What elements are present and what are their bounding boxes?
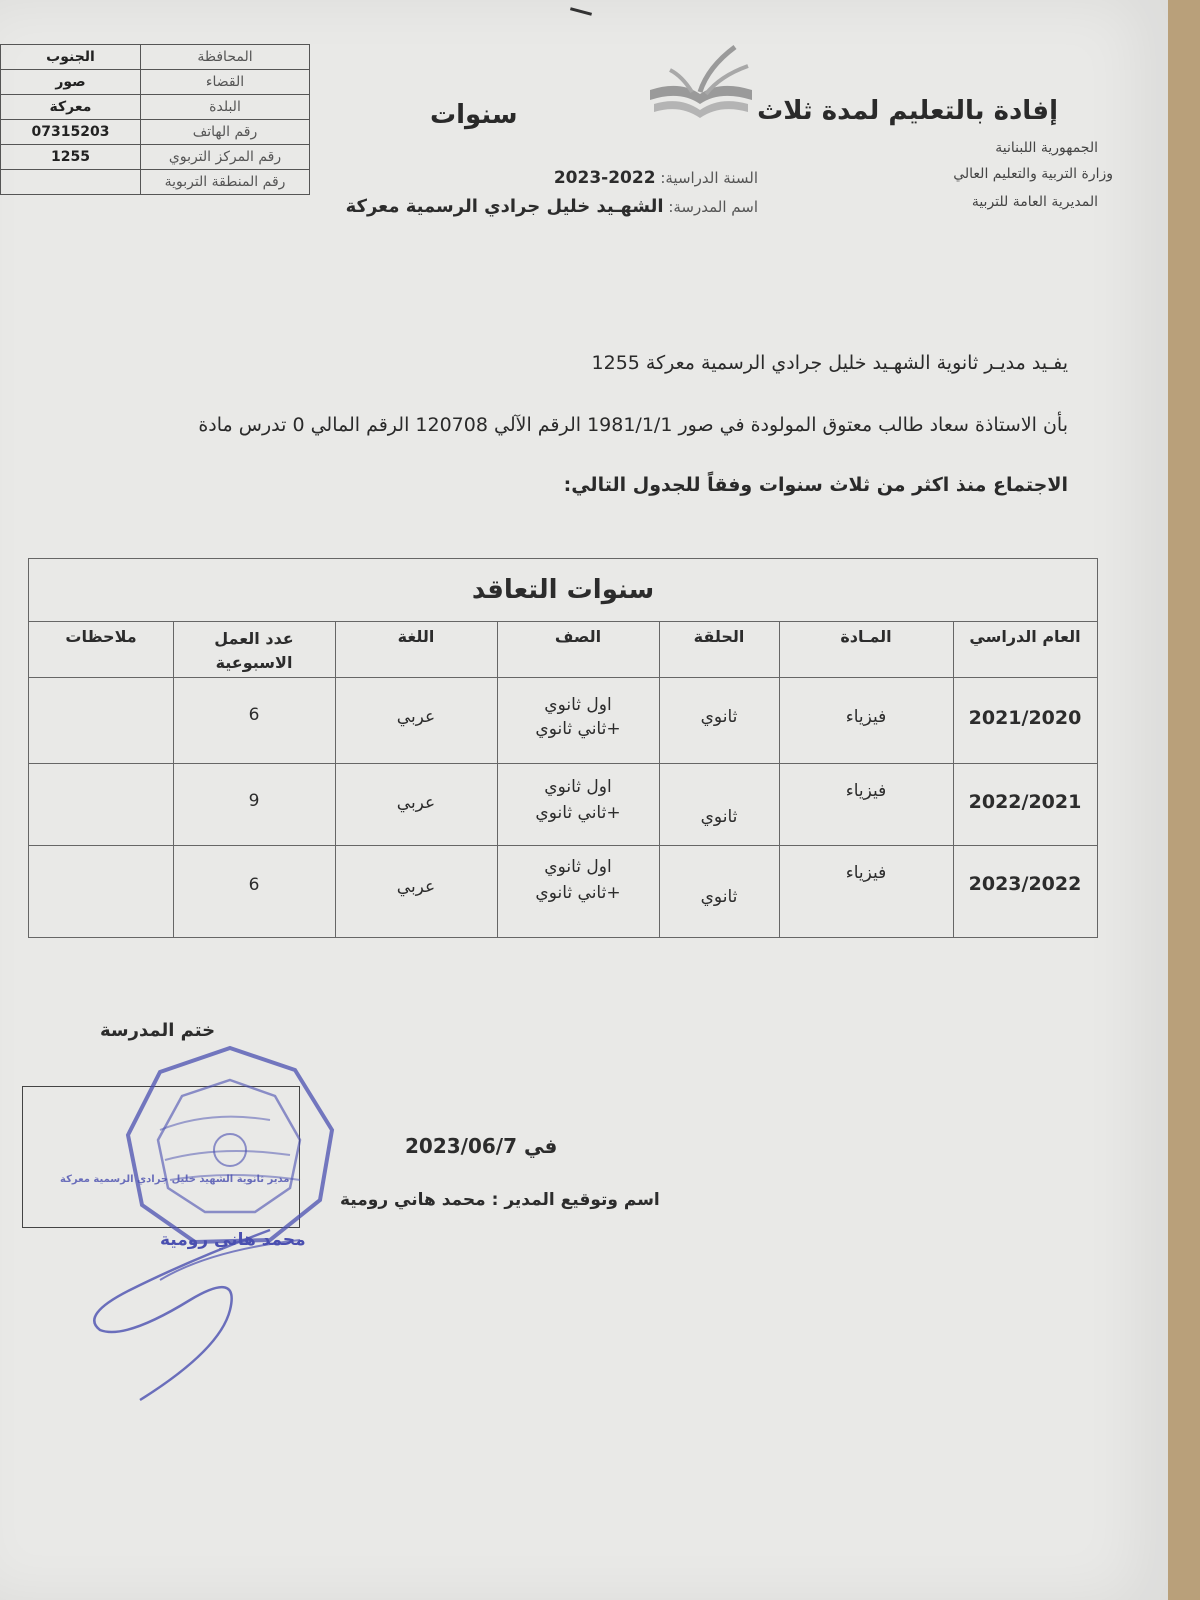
row-class-2: +ثاني ثانوي bbox=[535, 719, 621, 739]
principal-signature-label: اسم وتوقيع المدير : محمد هاني رومية bbox=[340, 1190, 660, 1210]
contract-years-table bbox=[28, 558, 1098, 938]
row-divider bbox=[29, 677, 1097, 678]
row-language: عربي bbox=[396, 877, 436, 897]
row-subject: فيزياء bbox=[845, 781, 887, 801]
row-subject: فيزياء bbox=[845, 707, 887, 727]
info-label: رقم المركز التربوي bbox=[141, 145, 310, 170]
info-row bbox=[1, 145, 310, 170]
header-language: اللغة bbox=[397, 627, 435, 646]
school-year-line bbox=[554, 168, 758, 188]
row-year: 2021/2020 bbox=[968, 707, 1082, 729]
header-class: الصف bbox=[554, 627, 602, 646]
book-logo-icon bbox=[640, 42, 760, 122]
info-value: صور bbox=[1, 70, 141, 95]
row-language: عربي bbox=[396, 707, 436, 727]
row-hours: 6 bbox=[248, 705, 260, 725]
header-weekly-hours: عدد العمل الاسبوعية bbox=[214, 629, 294, 672]
directorate-label: المديرية العامة للتربية bbox=[971, 194, 1098, 210]
row-cycle: ثانوي bbox=[700, 807, 738, 827]
header-year: العام الدراسي bbox=[969, 627, 1081, 646]
row-divider bbox=[29, 845, 1097, 846]
school-name-line bbox=[346, 196, 758, 217]
school-year-label: السنة الدراسية: bbox=[660, 169, 758, 187]
info-row bbox=[1, 45, 310, 70]
info-value: 1255 bbox=[1, 145, 141, 170]
row-class-2: +ثاني ثانوي bbox=[535, 803, 621, 823]
info-label: رقم المنطقة التربوية bbox=[141, 170, 310, 195]
school-info-table bbox=[0, 44, 310, 195]
signature-scribble-icon bbox=[70, 1220, 370, 1420]
school-stamp-icon bbox=[120, 1040, 340, 1250]
info-label: البلدة bbox=[141, 95, 310, 120]
header-subject: المـادة bbox=[840, 627, 892, 646]
row-class-2: +ثاني ثانوي bbox=[535, 883, 621, 903]
info-row bbox=[1, 95, 310, 120]
info-label: المحافظة bbox=[141, 45, 310, 70]
row-subject: فيزياء bbox=[845, 863, 887, 883]
header-cycle: الحلقة bbox=[693, 627, 745, 646]
republic-label: الجمهورية اللبنانية bbox=[995, 140, 1098, 156]
document-title: إفادة بالتعليم لمدة ثلاث bbox=[757, 96, 1058, 126]
info-value: الجنوب bbox=[1, 45, 141, 70]
signature-name-stamp: محمد هاني رومية bbox=[160, 1230, 306, 1250]
body-line-2: بأن الاستاذة سعاد طالب معتوق المولودة في صور 1981/1/1 الرقم الآلي 120708 الرقم المالي 0 تدرس مادة bbox=[198, 414, 1068, 436]
stamp-text: مدير ثانوية الشهيد خليل جرادي الرسمية معركة bbox=[60, 1174, 290, 1185]
info-row bbox=[1, 120, 310, 145]
row-hours: 9 bbox=[248, 791, 260, 811]
body-line-1: يفـيد مديـر ثانوية الشهـيد خليل جرادي الرسمية معركة 1255 bbox=[591, 352, 1068, 374]
row-class-1: اول ثانوي bbox=[544, 777, 612, 797]
table-title: سنوات التعاقد bbox=[29, 559, 1097, 622]
info-value: 07315203 bbox=[1, 120, 141, 145]
row-language: عربي bbox=[396, 793, 436, 813]
info-row bbox=[1, 70, 310, 95]
info-value bbox=[1, 170, 141, 195]
column-divider bbox=[779, 621, 780, 937]
body-line-3: الاجتماع منذ اكثر من ثلاث سنوات وفقاً للجدول التالي: bbox=[563, 474, 1068, 496]
document-title-end: سنوات bbox=[430, 100, 518, 130]
school-year-value: 2022-2023 bbox=[553, 168, 656, 188]
info-label: القضاء bbox=[141, 70, 310, 95]
header-notes: ملاحظات bbox=[65, 627, 137, 646]
row-cycle: ثانوي bbox=[700, 707, 738, 727]
paper-mark bbox=[570, 7, 592, 16]
school-name-label: اسم المدرسة: bbox=[668, 198, 758, 216]
row-divider bbox=[29, 763, 1097, 764]
info-value: معركة bbox=[1, 95, 141, 120]
row-year: 2022/2021 bbox=[968, 791, 1082, 813]
row-year: 2023/2022 bbox=[968, 873, 1082, 895]
row-hours: 6 bbox=[248, 875, 260, 895]
row-class-1: اول ثانوي bbox=[544, 857, 612, 877]
row-cycle: ثانوي bbox=[700, 887, 738, 907]
ministry-label: وزارة التربية والتعليم العالي bbox=[953, 166, 1113, 182]
row-class-1: اول ثانوي bbox=[544, 695, 612, 715]
info-label: رقم الهاتف bbox=[141, 120, 310, 145]
school-stamp-label: ختم المدرسة bbox=[100, 1020, 216, 1041]
school-name-value: الشهـيد خليل جرادي الرسمية معركة bbox=[345, 196, 664, 217]
document-date: في 2023/06/7 bbox=[405, 1134, 558, 1158]
info-row bbox=[1, 170, 310, 195]
